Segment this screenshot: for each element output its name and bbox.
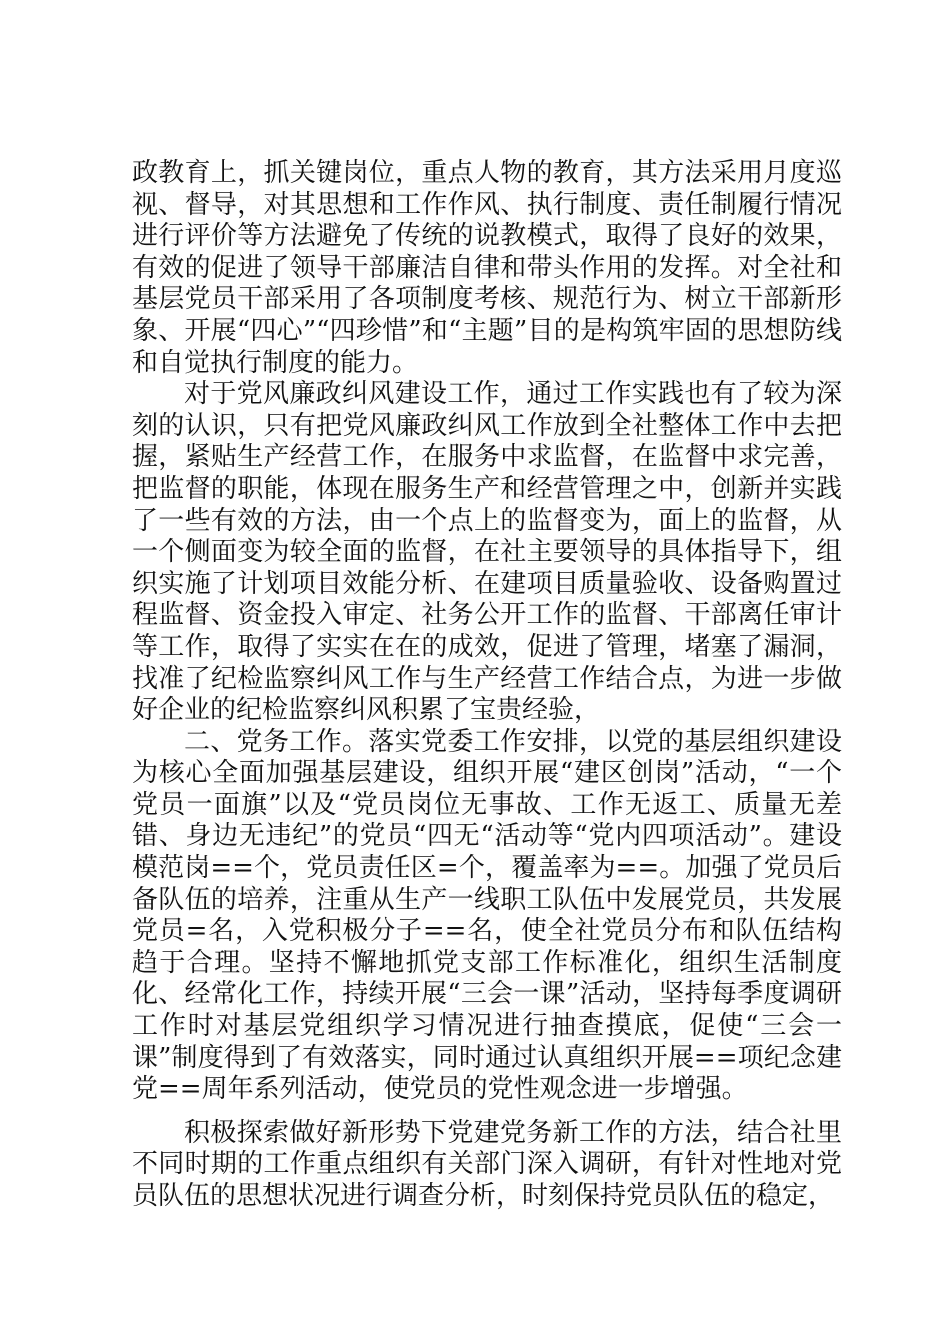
- paragraph-2: 对于党风廉政纠风建设工作，通过工作实践也有了较为深刻的认识，只有把党风廉政纠风工作放到全社整体工作中去把握，紧贴生产经营工作，在服务中求监督，在监督中求完善，把监督的职能，体现在服务生产和经营管理之中，创新并实践了一些有效的方法，由一个点上的监督变为，面上的监督，从一个侧面变为较全面的监督，在社主要领导的具体指导下，组织实施了计划项目效能分析、在建项目质量验收、设备购置过程监督、资金投入审定、社务公开工作的监督、干部离任审计等工作，取得了实实在在的成效，促进了管理，堵塞了漏洞，找准了纪检监察纠风工作与生产经营工作结合点，为进一步做好企业的纪检监察纠风积累了宝贵经验，: [132, 379, 842, 726]
- paragraph-4: 积极探索做好新形势下党建党务新工作的方法，结合社里不同时期的工作重点组织有关部门深入调研，有针对性地对党员队伍的思想状况进行调查分析，时刻保持党员队伍的稳定，: [132, 1117, 842, 1211]
- paragraph-1: 政教育上，抓关键岗位，重点人物的教育，其方法采用月度巡视、督导，对其思想和工作作风、执行制度、责任制履行情况进行评价等方法避免了传统的说教模式，取得了良好的效果，有效的促进了领导干部廉洁自律和带头作用的发挥。对全社和基层党员干部采用了各项制度考核、规范行为、树立干部新形象、开展“四心”“四珍惜”和“主题”目的是构筑牢固的思想防线和自觉执行制度的能力。: [132, 158, 842, 378]
- document-body: [132, 158, 842, 1213]
- paragraph-3: 二、党务工作。落实党委工作安排，以党的基层组织建设为核心全面加强基层建设，组织开展“建区创岗”活动，“一个党员一面旗”以及“党员岗位无事故、工作无返工、质量无差错、身边无违纪”的党员“四无“活动等“党内四项活动”。建设模范岗==个，党员责任区=个，覆盖率为==。加强了党员后备队伍的培养，注重从生产一线职工队伍中发展党员，共发展党员=名，入党积极分子==名，使全社党员分布和队伍结构趋于合理。坚持不懈地抓党支部工作标准化，组织生活制度化、经常化工作，持续开展“三会一课”活动，坚持每季度调研工作时对基层党组织学习情况进行抽查摸底，促使“三会一课”制度得到了有效落实，同时通过认真组织开展==项纪念建党==周年系列活动，使党员的党性观念进一步增强。: [132, 726, 842, 1105]
